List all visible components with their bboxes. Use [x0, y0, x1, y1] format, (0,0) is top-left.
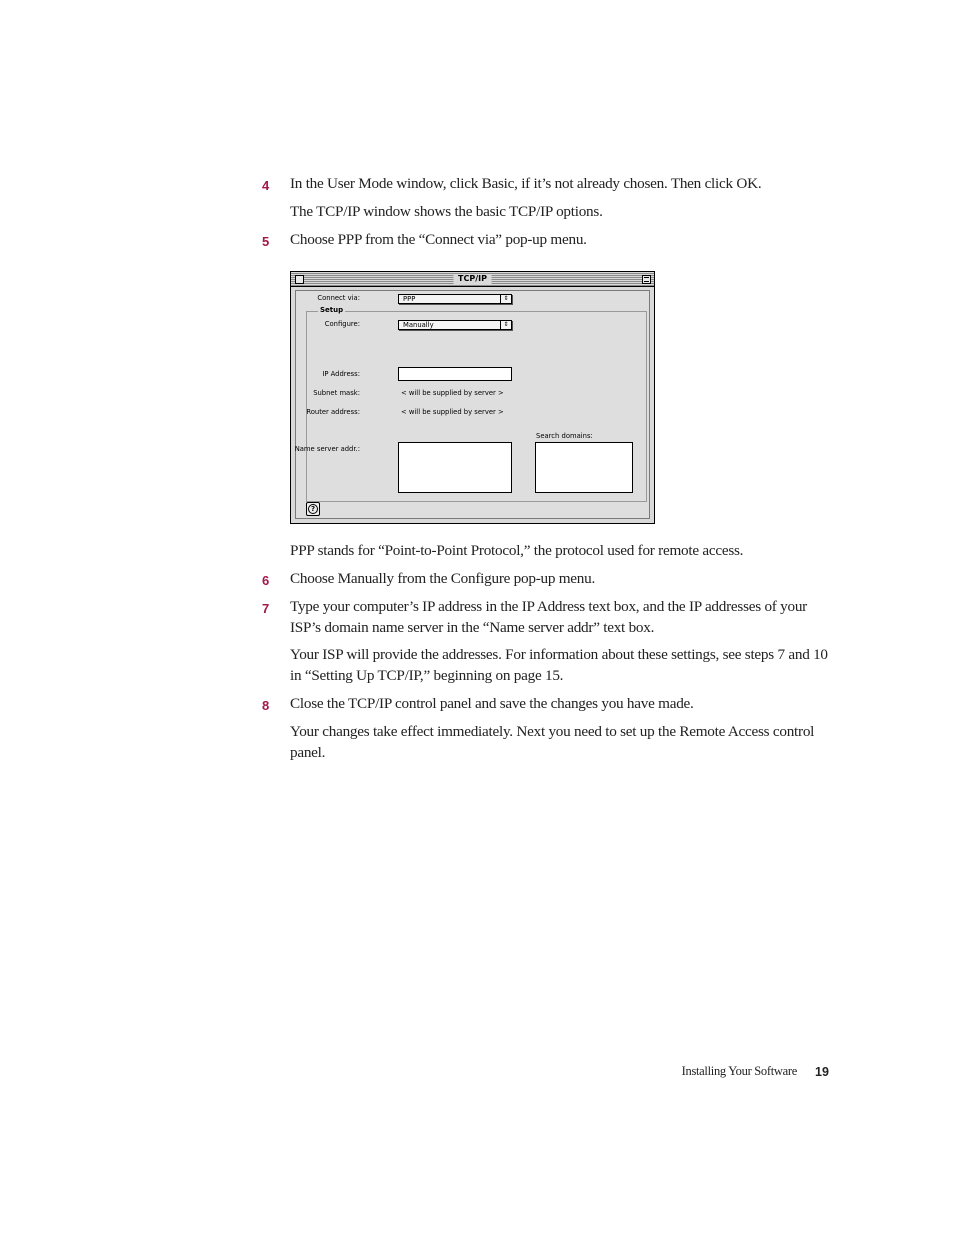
window-title-bar[interactable] — [291, 272, 654, 287]
step-text: Choose Manually from the Configure pop-up menu. — [290, 570, 596, 587]
configure-popup[interactable] — [398, 320, 512, 330]
name-server-field[interactable] — [398, 442, 512, 493]
configure-value: Manually — [403, 321, 434, 329]
search-domains-label: Search domains: — [536, 432, 593, 440]
updown-arrows-icon: ⇕ — [500, 295, 511, 303]
tcpip-window — [290, 271, 655, 524]
step-text: Choose PPP from the “Connect via” pop-up menu. — [290, 231, 587, 248]
window-content — [295, 290, 650, 519]
step-note: Your changes take effect immediately. Next you need to set up the Remote Access control panel. — [290, 723, 815, 761]
ip-address-label: IP Address: — [322, 370, 360, 378]
connect-via-value: PPP — [403, 295, 416, 303]
router-address-label: Router address: — [306, 408, 360, 416]
router-address-value: < will be supplied by server > — [401, 408, 504, 416]
step-text: In the User Mode window, click Basic, if it’s not already chosen. Then click OK. — [290, 175, 762, 192]
ppp-note: PPP stands for “Point-to-Point Protocol,” the protocol used for remote access. — [290, 542, 744, 559]
close-box-icon[interactable] — [295, 275, 304, 284]
page-number: 19 — [815, 1065, 829, 1079]
step-number: 6 — [262, 573, 270, 588]
window-title: TCP/IP — [453, 274, 492, 284]
step-note: Your ISP will provide the addresses. For information about these settings, see steps 7 and 10 in “Setting Up TCP/IP,” beginning on page 15. — [290, 646, 828, 684]
subnet-mask-value: < will be supplied by server > — [401, 389, 504, 397]
window-shade-icon[interactable] — [642, 275, 651, 284]
step-number: 5 — [262, 234, 270, 249]
setup-group-title: Setup — [320, 306, 344, 314]
question-icon: ? — [308, 504, 318, 514]
configure-label: Configure: — [324, 320, 360, 328]
connect-via-label: Connect via: — [317, 294, 360, 302]
subnet-mask-label: Subnet mask: — [313, 389, 360, 397]
ip-address-field[interactable] — [398, 367, 512, 381]
step-number: 4 — [262, 178, 270, 193]
connect-via-popup[interactable] — [398, 294, 512, 304]
footer-section-title: Installing Your Software — [681, 1064, 797, 1078]
step-text: Type your computer’s IP address in the IP Address text box, and the IP addresses of your ISP’s domain name server in the “Name server addr” text box. — [290, 598, 807, 636]
step-number: 8 — [262, 698, 270, 713]
search-domains-field[interactable] — [535, 442, 633, 493]
step-number: 7 — [262, 601, 270, 616]
updown-arrows-icon: ⇕ — [500, 321, 511, 329]
name-server-label: Name server addr.: — [294, 445, 360, 453]
step-text: Close the TCP/IP control panel and save the changes you have made. — [290, 695, 694, 712]
help-button[interactable] — [306, 502, 320, 516]
step-note: The TCP/IP window shows the basic TCP/IP options. — [290, 203, 603, 220]
